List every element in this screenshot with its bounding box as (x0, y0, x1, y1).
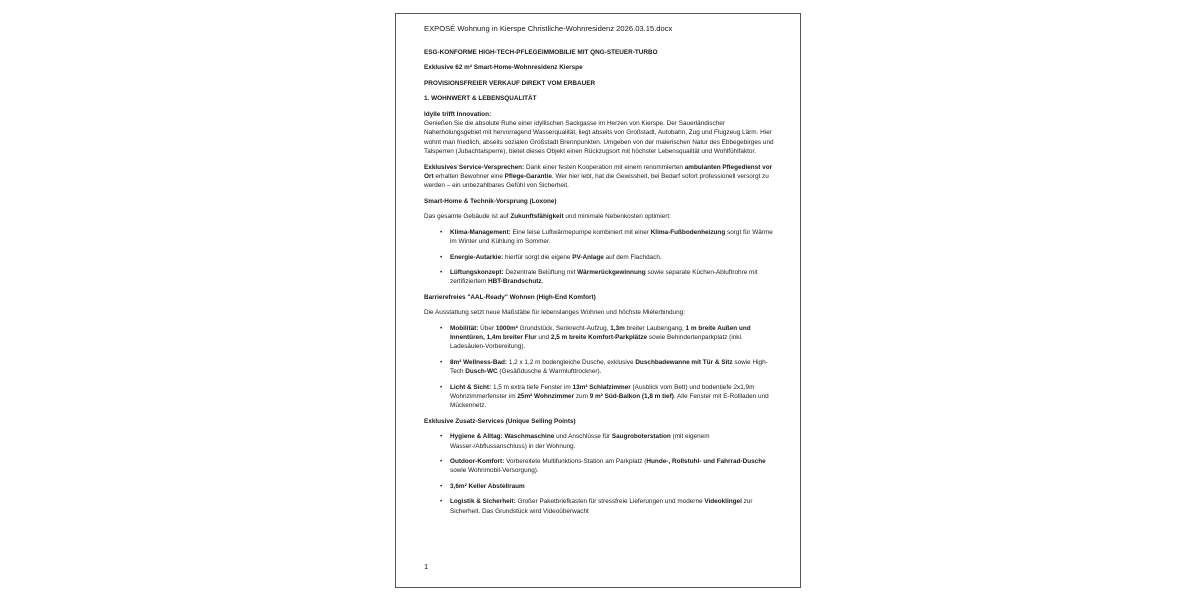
item-text: 1,2 x 1,2 m bodengleiche Dusche, exklusive (507, 358, 636, 366)
idyll-paragraph (424, 110, 776, 157)
item-label: Energie-Autarkie: (450, 253, 504, 261)
item-bold: Wärmerückgewinnung (577, 268, 646, 276)
item-text: zum (574, 392, 590, 400)
item-bold: Klima-Fußbodenheizung (650, 228, 726, 236)
list-item (450, 482, 776, 491)
service-bold-1: Exklusives Service-Versprechen: (424, 163, 525, 171)
list-item (450, 228, 776, 247)
item-bold: 1,3m (610, 324, 625, 332)
item-label: Lüftungskonzept: (450, 268, 504, 276)
item-bold: 3,6m² Keller Abstellraum (450, 482, 525, 490)
item-text: sowie Behindertenparkplatz (inkl. Ladesäulen-Vorbereitung). (450, 333, 743, 351)
list-item (450, 432, 776, 451)
item-text: Eine leise Luftwärmepumpe kombiniert mit einer (510, 228, 651, 236)
service-text-1: Dank einer festen Kooperation mit einem renommierten (524, 163, 685, 171)
item-bold: Licht & Sicht: (450, 383, 492, 391)
smart-intro (424, 212, 776, 221)
idyll-title: Idylle trifft Innovation: (424, 110, 492, 118)
item-bold: PV-Anlage (572, 253, 604, 261)
item-bold: Hunde-, Rollstuhl- und Fahrrad-Dusche (646, 458, 766, 465)
item-bold: Hygiene & Alltag: (450, 433, 503, 441)
item-bold: 1000m² (495, 324, 518, 332)
item-text: sorgt für Wärme im Winter und Kühlung im Sommer. (450, 228, 773, 246)
smart-intro-bold: Zukunftsfähigkeit (510, 213, 564, 221)
item-text: 1,5 m extra tiefe Fenster im (491, 383, 573, 391)
service-bold-3: Pflege-Garantie (504, 173, 552, 181)
item-text: Großer Paketbriefkasten für stressfreie Lieferungen und moderne (515, 498, 705, 506)
service-text-2: erhalten Bewohner eine (433, 173, 505, 181)
list-item (450, 268, 776, 287)
item-text: (mit eigenem Wasser-/Abflussanschluss) in der Wohnung. (450, 433, 710, 450)
service-text-3: . Wer hier lebt, hat die Gewissheit, bei Bedarf sofort professionell versorgt zu werden – ein unbezahlbares Gefühl von Sicherheit. (424, 173, 769, 190)
barrier-intro: Die Ausstattung setzt neue Maßstäbe für lebenslanges Wohnen und höchste Mieterbindung: (424, 309, 685, 317)
barrier-list (424, 324, 776, 411)
heading-provisionsfrei: PROVISIONSFREIER VERKAUF DIREKT VOM ERBAUER (424, 79, 596, 87)
item-bold: Dusch-WC (465, 368, 498, 376)
item-bold: Mobilität: (450, 324, 479, 332)
item-bold: 1 m breite Außen und Innentüren, 1,4m breiter Flur (450, 324, 751, 341)
item-bold: Duschbadewanne mit Tür & Sitz (635, 358, 733, 366)
item-bold: 8m² Wellness-Bad: (450, 358, 508, 366)
list-item (450, 457, 776, 476)
item-text: sowie High-Tech (450, 358, 768, 376)
item-text: Grundstück, Senkrecht-Aufzug, (517, 324, 611, 332)
heading-zusatz-services: Exklusive Zusatz-Services (Unique Selling Points) (424, 417, 576, 425)
list-item (450, 358, 776, 377)
item-bold: 2,5 m breite Komfort-Parkplätze (550, 333, 648, 341)
item-bold: 9 m² Süd-Balkon (1,8 m tief) (589, 392, 674, 400)
idyll-text: Genießen Sie die absolute Ruhe einer idyllischen Sackgasse im Herzen von Kierspe. Der Sauerländischer Naherholungsgebiet mit hervorragend Wasserqualität, liegt abseits von Großstadt, Autobahn, Zug und Flugzeug Lärm. Hier wohnt man friedlich, abseits sozialen Großstadt Brennpunkten. Umgeben von der malerischen Natur des Ebbegebirges und Talsperren (Jubachtalsperre), bietet dieses Objekt einen Rückzugsort mit höchster Lebensqualität und Wohlfühlfaktor. (424, 120, 774, 156)
document-content (424, 24, 776, 522)
document-page (395, 13, 801, 588)
item-text: hierfür sorgt die eigene (503, 253, 573, 261)
item-text: . Alle Fenster mit E-Rollladen und Mückennetz. (450, 392, 769, 410)
item-text: sowie Wohnmobil-Versorgung). (450, 467, 539, 475)
item-text: und Anschlüsse für (554, 433, 612, 441)
item-bold: Saugroboterstation (611, 433, 671, 441)
item-text: Dezentrale Belüftung mit (503, 268, 578, 276)
item-text: auf dem Flachdach. (603, 253, 662, 261)
smart-list (424, 228, 776, 287)
item-bold: 13m² Schlafzimmer (572, 383, 631, 391)
heading-exklusive: Exklusive 62 m² Smart-Home-Wohnresidenz Kierspe (424, 64, 583, 72)
item-bold: Logistik & Sicherheit: (450, 498, 516, 506)
list-item (450, 253, 776, 262)
item-bold: Videoklingel (704, 498, 742, 506)
item-text: (Gesäßdusche & Warmlufttrockner). (497, 368, 602, 376)
document-title: EXPOSÉ Wohnung in Kierspe Christliche-Wohnresidenz 2026.03.15.docx (424, 24, 673, 33)
item-bold: Outdoor-Komfort: (450, 458, 505, 465)
item-text: Vorbereitete Multifunktions-Station am Parkplatz ( (504, 458, 647, 465)
item-text: . (541, 278, 544, 286)
heading-wohnwert: 1. WOHNWERT & LEBENSQUALITÄT (424, 95, 537, 103)
list-item (450, 324, 776, 352)
item-text: zur Sicherheit. Das Grundstück wird Videoüberwacht (450, 498, 753, 515)
item-text: sowie separate Küchen-Abluftrohre mit zertifiziertem (450, 268, 758, 286)
page-number: 1 (424, 562, 429, 571)
item-bold: HBT-Brandschutz (488, 278, 542, 286)
item-text: und (536, 333, 551, 341)
heading-smart-home: Smart-Home & Technik-Vorsprung (Loxone) (424, 197, 557, 205)
item-text: Über (478, 324, 496, 332)
heading-esg: ESG-KONFORME HIGH-TECH-PFLEGEIMMOBILIE MIT QNG-STEUER-TURBO (424, 49, 658, 56)
item-label: Klima-Management: (450, 228, 511, 236)
service-paragraph (424, 163, 776, 191)
heading-barrierefrei: Barrierefreies "AAL-Ready" Wohnen (High-End Komfort) (424, 293, 596, 301)
item-text: breiter Laubengang, (624, 324, 686, 332)
extras-list (424, 432, 776, 516)
list-item (450, 383, 776, 411)
item-bold: 25m² Wohnzimmer (517, 392, 575, 400)
smart-intro-text-1: Das gesamte Gebäude ist auf (424, 213, 511, 221)
service-bold-2: ambulanten Pflegedienst vor Ort (424, 163, 773, 181)
list-item (450, 497, 776, 516)
item-text: (Ausblick vom Bett) und bodentiefe 2x1,9m Wohnzimmerfenster im (450, 383, 755, 400)
smart-intro-text-2: und minimale Nebenkosten optimiert: (563, 213, 671, 221)
item-bold: Waschmaschine (504, 433, 555, 441)
